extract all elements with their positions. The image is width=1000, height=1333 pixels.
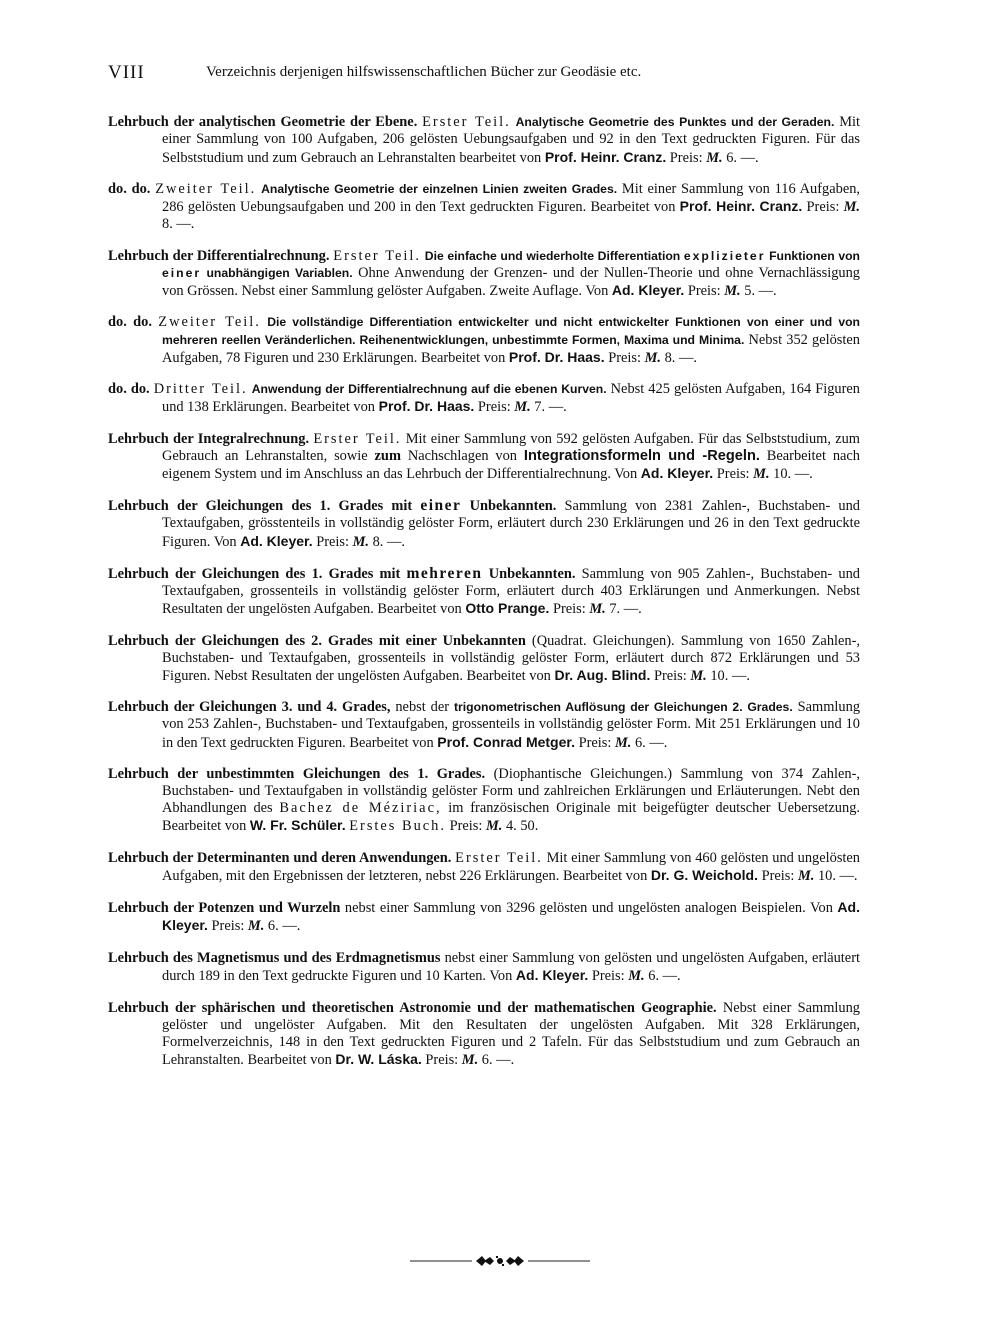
author-name: W. Fr. Schüler. <box>249 817 346 834</box>
mark-symbol: M. <box>644 349 661 366</box>
catalog-entry <box>108 181 860 233</box>
entry-text: Nachschlagen von <box>400 447 524 464</box>
subtitle: Die einfache und wiederholte Differentiation <box>424 248 684 263</box>
catalog-entry <box>108 314 860 366</box>
entry-title: Lehrbuch der sphärischen und theoretischen Astronomie und der mathematischen Geographie. <box>108 999 717 1016</box>
entry-text: 10. —. <box>769 465 813 482</box>
entry-text: Preis: <box>684 282 725 299</box>
printer-ornament-icon <box>410 1254 590 1268</box>
author-name: Otto Prange. <box>465 600 550 617</box>
highlight-text: Integrationsformeln und -Regeln. <box>523 447 760 464</box>
catalog-entry <box>108 565 860 618</box>
page-header <box>108 62 868 84</box>
subtitle: Die vollständige Differentiation entwickelter und nicht entwickelter Funktionen von einer und von mehreren reellen Veränderlichen. Reihenentwicklungen, unbestimmte Formen, Maxima und Minima. <box>162 315 861 347</box>
entry-text: 10. —. <box>814 867 858 884</box>
entry-title: Lehrbuch der Gleichungen des 2. Grades mit einer Unbekannten <box>108 632 526 649</box>
mark-symbol: M. <box>724 282 741 299</box>
entry-text: Sammlung von 905 Zahlen-, Buchstaben- und Textaufgaben, grossenteils in vollständig gelöster Form, erläutert durch 403 Erklärungen und Anmerkungen. Nebst Resultaten der ungelösten Aufgaben. Bearbeitet von <box>162 566 860 618</box>
entry-text: 6. —. <box>631 734 668 751</box>
mark-symbol: M. <box>514 399 531 416</box>
entry-title: Lehrbuch der Integralrechnung. <box>108 430 310 447</box>
entry-title: Lehrbuch der Potenzen und Wurzeln <box>108 900 341 917</box>
page-number: VIII <box>108 62 145 83</box>
subtitle: Anwendung der Differentialrechnung auf die ebenen Kurven. <box>251 382 607 397</box>
catalog-list <box>108 100 860 1077</box>
entry-text: 5. —. <box>740 282 777 299</box>
mark-symbol: M. <box>843 199 860 216</box>
subtitle: trigonometrischen Auflösung der Gleichungen 2. Grades. <box>453 700 793 715</box>
author-name: Prof. Dr. Haas. <box>508 348 605 365</box>
entry-title: Lehrbuch der Determinanten und deren Anwendungen. <box>108 849 452 866</box>
entry-text: 7. —. <box>530 399 567 416</box>
mark-symbol: M. <box>461 1051 479 1068</box>
catalog-entry <box>108 850 860 885</box>
entry-text: Ohne Anwendung der Grenzen- und der Nullen-Theorie und ohne Vernachlässigung von Grössen. Nebst einer Sammlung gelöster Aufgaben. Zweite Auflage. Von <box>162 264 860 299</box>
entry-title: zum <box>374 447 401 464</box>
entry-text: 8. —. <box>369 533 405 550</box>
author-name: Ad. Kleyer. <box>611 281 685 298</box>
entry-title: Lehrbuch der Gleichungen des 1. Grades mit <box>108 498 421 515</box>
entry-title: Lehrbuch des Magnetismus und des Erdmagnetismus <box>108 949 441 966</box>
entry-title: do. do. <box>108 181 151 198</box>
catalog-entry <box>108 699 860 751</box>
author-name: Dr. W. Láska. <box>335 1050 422 1067</box>
mark-symbol: M. <box>628 968 645 985</box>
entry-text: Preis: <box>207 918 248 935</box>
entry-text: Nebst einer Sammlung gelöster und ungelöster Aufgaben. Mit den Resultaten der ungelösten Aufgaben. Mit 328 Erklärungen, Formelverzeichnis, 148 in den Text gedruckten Figuren und 2 Tafeln. Für das Selbststudium und zum Gebrauch an Lehranstalten. Bearbeitet von <box>162 999 860 1068</box>
entry-text: Preis: <box>666 149 707 166</box>
entry-text: Preis: <box>312 533 353 550</box>
entry-text: nebst einer Sammlung von 3296 gelösten und ungelösten analogen Beispielen. Von <box>340 900 838 917</box>
author-name: Ad. Kleyer. <box>640 464 714 481</box>
author-name: Prof. Conrad Metger. <box>437 733 575 750</box>
entry-text: 6. —. <box>478 1051 515 1068</box>
entry-text: 8. —. <box>660 349 697 366</box>
entry-text: 6. —. <box>644 968 681 985</box>
entry-title: Lehrbuch der analytischen Geometrie der Ebene. <box>108 114 418 131</box>
entry-text: Preis: <box>574 734 615 751</box>
subtitle: unabhängigen Variablen. <box>201 265 353 280</box>
entry-text: Mit einer Sammlung von 100 Aufgaben, 206 gelösten Uebungsaufgaben und 92 in den Text gedruckten Figuren. Für das Selbststudium und zum Gebrauch an Lehranstalten bearbeitet von <box>162 114 861 166</box>
catalog-entry <box>108 248 860 300</box>
entry-text: 6. —. <box>264 918 301 935</box>
spaced-text: Erster Teil. <box>313 430 402 447</box>
catalog-entry <box>108 1000 860 1069</box>
author-name: Prof. Heinr. Cranz. <box>679 198 803 215</box>
mark-symbol: M. <box>706 149 723 166</box>
entry-text: Sammlung von 253 Zahlen-, Buchstaben- und Textaufgaben, grossenteils in vollständig gelöster Form. Mit 251 Erklärungen und 10 in den Text gedruckten Figuren. Bearbeitet von <box>162 699 861 751</box>
entry-text: im französischen Originale mit beigefügter deutscher Uebersetzung. Bearbeitet von <box>162 800 860 835</box>
entry-text: Preis: <box>421 1051 462 1068</box>
subtitle: Analytische Geometrie der einzelnen Linien zweiten Grades. <box>261 182 618 197</box>
author-name: Dr. G. Weichold. <box>650 866 758 883</box>
spaced-text: Erstes Buch. <box>349 818 446 835</box>
catalog-entry <box>108 381 860 416</box>
subtitle-spaced: einer <box>162 265 202 280</box>
author-name: Dr. Aug. Blind. <box>554 666 651 683</box>
author-name: Ad. Kleyer. <box>240 532 313 549</box>
spaced-text: Erster Teil. <box>455 849 543 866</box>
spaced-text: Zweiter Teil. <box>158 314 261 331</box>
entry-text: Preis: <box>802 199 844 216</box>
author-name: Prof. Dr. Haas. <box>378 398 475 415</box>
catalog-entry <box>108 431 860 483</box>
mark-symbol: M. <box>352 533 369 550</box>
catalog-entry <box>108 114 860 166</box>
mark-symbol: M. <box>690 667 707 684</box>
entry-text: Bearbeitet nach eigenem System und im Anschluss an das Lehrbuch der Differentialrechnung. Von <box>162 447 860 482</box>
entry-text: Preis: <box>713 465 754 482</box>
entry-text: Preis: <box>588 968 629 985</box>
entry-text: 8. —. <box>162 216 195 233</box>
catalog-entry <box>108 633 860 685</box>
entry-text: 10. —. <box>706 667 750 684</box>
subtitle-spaced: explizieter <box>683 248 766 263</box>
spaced-text: Dritter Teil. <box>153 381 248 398</box>
running-title: Verzeichnis derjenigen hilfswissenschaftlichen Bücher zur Geodäsie etc. <box>206 64 642 80</box>
entry-text: (Quadrat. Gleichungen). Sammlung von 1650 Zahlen-, Buchstaben- und Textaufgaben, grossenteils in vollständig gelöster Form, erläutert durch 872 Erklärungen und 53 Figuren. Nebst Resultaten der ungelösten Aufgaben. Bearbeitet von <box>162 632 860 684</box>
catalog-entry <box>108 766 860 835</box>
entry-title: do. do. <box>108 314 152 331</box>
catalog-entry <box>108 497 860 550</box>
entry-text: Preis: <box>445 818 486 835</box>
entry-text: nebst einer Sammlung von gelösten und ungelösten Aufgaben, erläutert durch 189 in den Text gedruckte Figuren und 10 Karten. Von <box>162 949 860 985</box>
author-name: Prof. Heinr. Cranz. <box>544 148 667 165</box>
mark-symbol: M. <box>753 465 770 482</box>
catalog-entry <box>108 899 860 935</box>
entry-title: Lehrbuch der Gleichungen des 1. Grades mit <box>108 566 407 582</box>
entry-text: Preis: <box>549 601 590 618</box>
entry-text: Preis: <box>650 667 691 684</box>
mark-symbol: M. <box>589 601 606 618</box>
spaced-text: Erster Teil. <box>422 114 511 131</box>
mark-symbol: M. <box>247 918 265 935</box>
entry-title: Unbekannten. <box>461 498 557 515</box>
author-name: Ad. Kleyer. <box>162 899 860 934</box>
spaced-text: Erster Teil. <box>333 247 421 264</box>
entry-text: Mit einer Sammlung von 116 Aufgaben, 286 gelösten Uebungsaufgaben und 200 in den Text gedruckten Figuren. Bearbeitet von <box>162 181 860 216</box>
entry-text: Mit einer Sammlung von 592 gelösten Aufgaben. Für das Selbststudium, zum Gebrauch an Lehranstalten, sowie <box>162 430 860 464</box>
catalog-entry <box>108 950 860 985</box>
entry-text: (Diophantische Gleichungen.) Sammlung von 374 Zahlen-, Buchstaben- und Textaufgaben in vollständig gelöster Form und zahlreichen Erklärungen und Erläuterungen. Nebt den Abhandlungen des <box>162 766 860 817</box>
entry-text: Mit einer Sammlung von 460 gelösten und ungelösten Aufgaben, mit den Ergebnissen der letzteren, nebst 226 Erklärungen. Bearbeitet von <box>162 849 861 884</box>
subtitle: Funktionen von <box>765 248 860 263</box>
entry-text: 7. —. <box>605 601 642 618</box>
entry-title: do. do. <box>108 381 150 398</box>
mark-symbol: M. <box>485 818 503 835</box>
entry-text: 6. —. <box>722 149 759 166</box>
entry-title: Unbekannten. <box>482 566 576 582</box>
spaced-text: Zweiter Teil. <box>155 181 257 198</box>
entry-title: Lehrbuch der unbestimmten Gleichungen des 1. Grades. <box>108 766 486 783</box>
entry-text: Preis: <box>757 867 798 884</box>
entry-text: Sammlung von 2381 Zahlen-, Buchstaben- und Textaufgaben, grösstenteils in vollständig gelöster Form, erläutert durch 230 Erklärungen und 26 in den Text gedruckte Figuren. Von <box>162 498 860 550</box>
entry-text: 4. 50. <box>502 818 539 835</box>
entry-text: nebst der <box>390 699 454 716</box>
entry-text: Preis: <box>604 349 645 366</box>
entry-title: Lehrbuch der Gleichungen 3. und 4. Grades, <box>108 699 391 716</box>
entry-text: Preis: <box>474 399 515 416</box>
author-name: Ad. Kleyer. <box>515 967 589 984</box>
entry-text: Nebst 352 gelösten Aufgaben, 78 Figuren und 230 Erklärungen. Bearbeitet von <box>162 331 860 366</box>
spaced-text: Bachez de Méziriac, <box>279 800 442 817</box>
subtitle: Analytische Geometrie des Punktes und der Geraden. <box>515 115 835 130</box>
entry-title: Lehrbuch der Differentialrechnung. <box>108 247 330 264</box>
emphasis-text: mehreren <box>406 565 483 582</box>
emphasis-text: einer <box>420 497 462 515</box>
entry-text: Nebst 425 gelösten Aufgaben, 164 Figuren und 138 Erklärungen. Bearbeitet von <box>162 381 860 416</box>
mark-symbol: M. <box>797 867 815 884</box>
mark-symbol: M. <box>614 734 632 751</box>
